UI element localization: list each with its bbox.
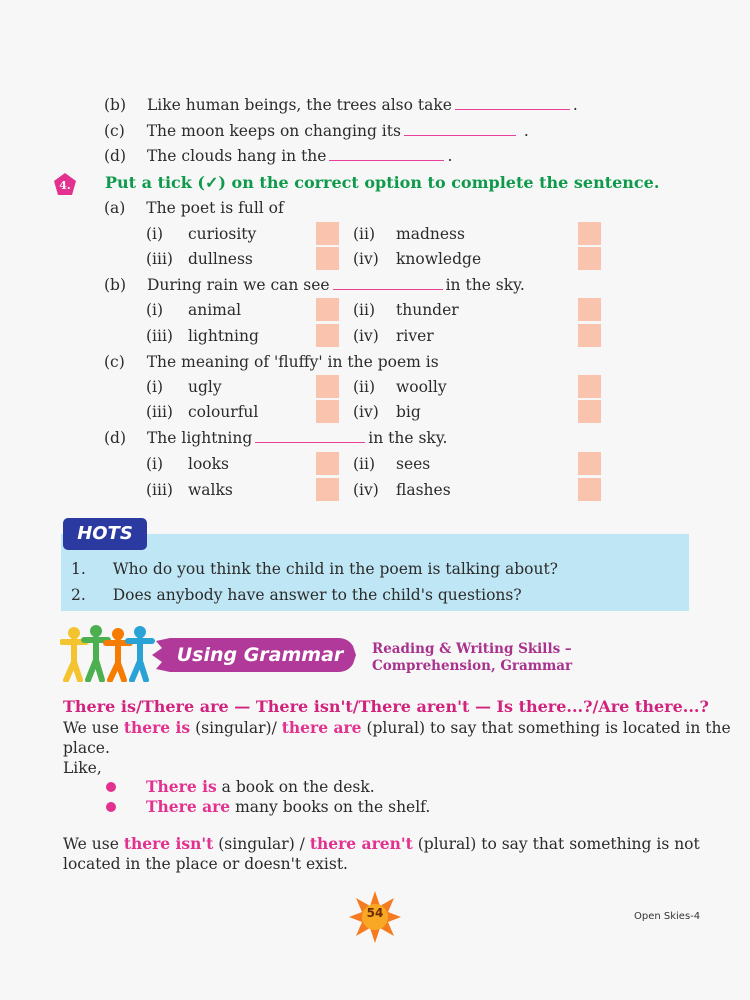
option-b-iii-text: lightning [188, 327, 259, 345]
plain-text: a book on the desk. [216, 778, 375, 796]
option-b-iv: (iv) [353, 327, 379, 345]
highlight-text: There are [146, 797, 231, 816]
plain-text: We use [63, 835, 124, 853]
tick-box[interactable] [316, 478, 339, 501]
book-title: Open Skies-4 [634, 911, 701, 922]
item-text: Like human beings, the trees also take [146, 96, 452, 114]
option-d-ii-text: sees [396, 455, 431, 473]
item-punct: . [572, 96, 578, 114]
option-a-iv: (iv) [353, 250, 379, 268]
item-label: (c) [104, 122, 125, 140]
option-a-i [146, 224, 163, 244]
tick-box[interactable] [578, 222, 601, 245]
grammar-para-1 [63, 718, 731, 738]
option-d-i: (i) [146, 455, 164, 473]
item-punct: . [523, 122, 529, 140]
item-text: The moon keeps on changing its [146, 122, 401, 140]
grammar-para-2-line-2: located in the place or doesn't exist. [63, 855, 348, 873]
sub-label: (c) [104, 353, 125, 371]
q3-item-b [104, 95, 578, 115]
grammar-heading: There is/There are — There isn't/There aren't — Is there...?/Are there...? [63, 697, 709, 716]
question-number: 4. [59, 179, 71, 192]
skills-line-2: Comprehension, Grammar [372, 658, 573, 674]
bullet-icon [106, 782, 116, 792]
answer-blank[interactable] [455, 95, 570, 110]
tick-box[interactable] [578, 375, 601, 398]
plain-text: (plural) to say that something is not [412, 835, 700, 853]
option-d-iii-text: walks [188, 481, 233, 499]
highlight-text: there aren't [309, 834, 413, 853]
subquestion-a [104, 198, 284, 218]
hots-item-1 [71, 559, 558, 579]
highlight-text: there are [281, 718, 362, 737]
option-b-i: (i) [146, 301, 164, 319]
option-c-iv-text: big [396, 403, 421, 421]
hots-item-2 [71, 585, 522, 605]
plain-text: many books on the shelf. [230, 798, 431, 816]
option-c-ii: (ii) [353, 378, 376, 396]
plain-text: (plural) to say that something is located in the [361, 719, 731, 737]
children-figures-icon [60, 624, 155, 682]
item-label: (b) [104, 96, 127, 114]
tick-box[interactable] [316, 222, 339, 245]
option-d-iii: (iii) [146, 481, 173, 499]
plain-text: (singular) / [213, 835, 310, 853]
like-label: Like, [63, 759, 102, 777]
hots-num: 1. [71, 560, 86, 578]
answer-blank[interactable] [404, 121, 516, 136]
answer-blank[interactable] [255, 428, 365, 443]
option-a-ii-text: madness [396, 225, 465, 243]
sub-text: During rain we can see [146, 276, 330, 294]
tick-box[interactable] [316, 324, 339, 347]
option-b-i-text: animal [188, 301, 242, 319]
item-text: The clouds hang in the [146, 147, 327, 165]
tick-box[interactable] [316, 452, 339, 475]
option-a-i-text: curiosity [188, 225, 257, 243]
item-punct: . [447, 147, 453, 165]
tick-box[interactable] [316, 400, 339, 423]
skills-line-1: Reading & Writing Skills – [372, 641, 572, 657]
subquestion-d [104, 428, 447, 448]
option-a-iii-text: dullness [188, 250, 253, 268]
hots-text: Who do you think the child in the poem is talking about? [112, 560, 558, 578]
bullet-icon [106, 802, 116, 812]
tick-box[interactable] [316, 247, 339, 270]
question-4-title: Put a tick (✓) on the correct option to complete the sentence. [105, 173, 660, 192]
item-label: (d) [104, 147, 127, 165]
sub-text: The meaning of 'fluffy' in the poem is [146, 353, 439, 371]
option-d-iv-text: flashes [396, 481, 451, 499]
option-c-iv: (iv) [353, 403, 379, 421]
highlight-text: There is [146, 777, 217, 796]
tick-box[interactable] [578, 298, 601, 321]
option-c-i-text: ugly [188, 378, 222, 396]
tick-box[interactable] [578, 452, 601, 475]
option-a-ii: (ii) [353, 225, 376, 243]
subquestion-b [104, 275, 525, 295]
option-d-i-text: looks [188, 455, 229, 473]
hots-text: Does anybody have answer to the child's questions? [112, 586, 522, 604]
page-number: 54 [366, 906, 384, 920]
hots-num: 2. [71, 586, 86, 604]
tick-box[interactable] [578, 478, 601, 501]
sub-text-after: in the sky. [368, 429, 448, 447]
grammar-para-2 [63, 834, 700, 854]
option-c-i: (i) [146, 378, 164, 396]
question-number-badge [53, 172, 77, 196]
tick-box[interactable] [578, 400, 601, 423]
grammar-para-1-line-2: place. [63, 739, 110, 757]
option-b-iii: (iii) [146, 327, 173, 345]
highlight-text: there is [123, 718, 191, 737]
sub-label: (a) [104, 199, 126, 217]
q3-item-d [104, 146, 452, 166]
option-num: (i) [146, 225, 164, 243]
sub-label: (b) [104, 276, 127, 294]
option-d-iv: (iv) [353, 481, 379, 499]
sub-text-after: in the sky. [445, 276, 525, 294]
tick-box[interactable] [578, 324, 601, 347]
example-1 [146, 777, 375, 797]
plain-text: (singular)/ [190, 719, 282, 737]
tick-box[interactable] [578, 247, 601, 270]
sub-text: The poet is full of [146, 199, 284, 217]
option-d-ii: (ii) [353, 455, 376, 473]
answer-blank[interactable] [329, 146, 444, 161]
example-2 [146, 797, 430, 817]
option-b-ii-text: thunder [396, 301, 459, 319]
option-c-iii-text: colourful [188, 403, 259, 421]
option-a-iv-text: knowledge [396, 250, 482, 268]
hots-tab: HOTS [63, 518, 147, 550]
option-a-iii: (iii) [146, 250, 173, 268]
tick-box[interactable] [316, 298, 339, 321]
sub-label: (d) [104, 429, 127, 447]
option-b-iv-text: river [396, 327, 434, 345]
option-b-ii: (ii) [353, 301, 376, 319]
tick-box[interactable] [316, 375, 339, 398]
option-c-ii-text: woolly [396, 378, 447, 396]
option-c-iii: (iii) [146, 403, 173, 421]
subquestion-c [104, 352, 439, 372]
using-grammar-title: Using Grammar [176, 644, 344, 666]
sub-text: The lightning [146, 429, 253, 447]
highlight-text: there isn't [123, 834, 214, 853]
q3-item-c [104, 121, 529, 141]
answer-blank[interactable] [333, 275, 443, 290]
plain-text: We use [63, 719, 124, 737]
